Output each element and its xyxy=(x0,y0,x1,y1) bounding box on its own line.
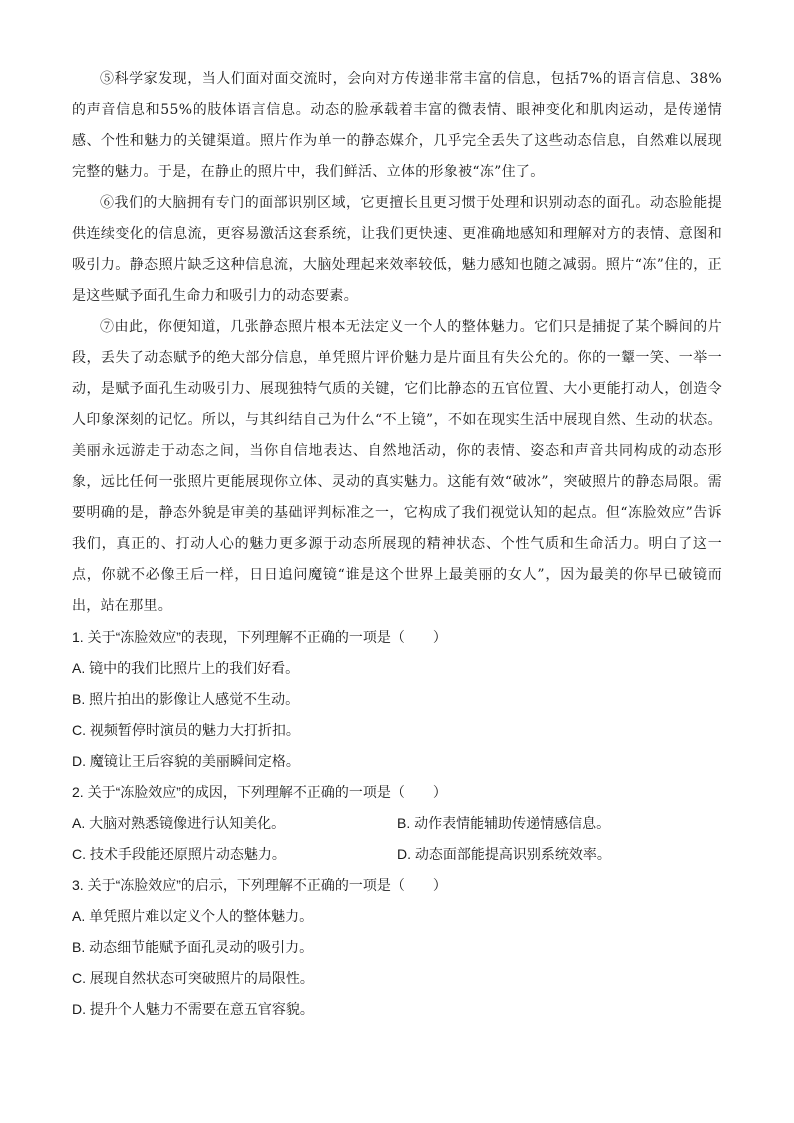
option-a: A. 单凭照片难以定义个人的整体魅力。 xyxy=(72,908,314,924)
option-b: B. 动作表情能辅助传递情感信息。 xyxy=(397,815,611,831)
option-a: A. 大脑对熟悉镜像进行认知美化。 xyxy=(72,815,286,831)
options-row xyxy=(72,808,722,839)
option-a: A. 镜中的我们比照片上的我们好看。 xyxy=(72,660,300,676)
passage-paragraph-6: ⑥我们的大脑拥有专门的面部识别区域，它更擅长且更习惯于处理和识别动态的面孔。动态脸能提供连续变化的信息流，更容易激活这套系统，让我们更快速、更准确地感知和理解对方的表情、意图和吸引力。静态照片缺乏这种信息流，大脑处理起来效率较低，魅力感知也随之减弱。照片“冻”住的，正是这些赋予面孔生命力和吸引力的动态要素。 xyxy=(72,195,722,304)
question-stem: 2. 关于“冻脸效应”的成因，下列理解不正确的一项是（ ） xyxy=(72,784,447,800)
option-d: D. 动态面部能提高识别系统效率。 xyxy=(397,846,611,862)
option-d: D. 提升个人魅力不需要在意五官容貌。 xyxy=(72,1001,314,1017)
passage-paragraph-7: ⑦由此，你便知道，几张静态照片根本无法定义一个人的整体魅力。它们只是捕捉了某个瞬间的片段，丢失了动态赋予的绝大部分信息，单凭照片评价魅力是片面且有失公允的。你的一颦一笑、一举一动，是赋予面孔生动吸引力、展现独特气质的关键，它们比静态的五官位置、大小更能打动人，创造令人印象深刻的记忆。所以，与其纠结自己为什么“不上镜”，不如在现实生活中展现自然、生动的状态。美丽永远游走于动态之间，当你自信地表达、自然地活动，你的表情、姿态和声音共同构成的动态形象，远比任何一张照片更能展现你立体、灵动的真实魅力。这能有效“破冰”，突破照片的静态局限。需要明确的是，静态外貌是审美的基础评判标准之一，它构成了我们视觉认知的起点。但“冻脸效应”告诉我们，真正的、打动人心的魅力更多源于动态所展现的精神状态、个性气质和生命活力。明白了这一点，你就不必像王后一样，日日追问魔镜“谁是这个世界上最美丽的女人”，因为最美的你早已破镜而出，站在那里。 xyxy=(72,319,722,614)
option-b: B. 动态细节能赋予面孔灵动的吸引力。 xyxy=(72,939,314,955)
question-stem: 3. 关于“冻脸效应”的启示，下列理解不正确的一项是（ ） xyxy=(72,877,447,893)
options-row xyxy=(72,839,722,870)
option-c: C. 展现自然状态可突破照片的局限性。 xyxy=(72,970,314,986)
option-b: B. 照片拍出的影像让人感觉不生动。 xyxy=(72,691,300,707)
passage-paragraph-5: ⑤科学家发现，当人们面对面交流时，会向对方传递非常丰富的信息，包括7%的语言信息、38%的声音信息和55%的肢体语言信息。动态的脸承载着丰富的微表情、眼神变化和肌肉运动，是传递情感、个性和魅力的关键渠道。照片作为单一的静态媒介，几乎完全丢失了这些动态信息，自然难以展现完整的魅力。于是，在静止的照片中，我们鲜活、立体的形象被“冻”住了。 xyxy=(72,71,722,180)
option-c: C. 技术手段能还原照片动态魅力。 xyxy=(72,846,286,862)
question-1 xyxy=(72,622,722,777)
document-page xyxy=(72,0,722,1025)
question-3 xyxy=(72,870,722,1025)
option-c: C. 视频暂停时演员的魅力大打折扣。 xyxy=(72,722,300,738)
question-stem: 1. 关于“冻脸效应”的表现，下列理解不正确的一项是（ ） xyxy=(72,629,447,645)
option-d: D. 魔镜让王后容貌的美丽瞬间定格。 xyxy=(72,753,300,769)
question-2 xyxy=(72,777,722,870)
